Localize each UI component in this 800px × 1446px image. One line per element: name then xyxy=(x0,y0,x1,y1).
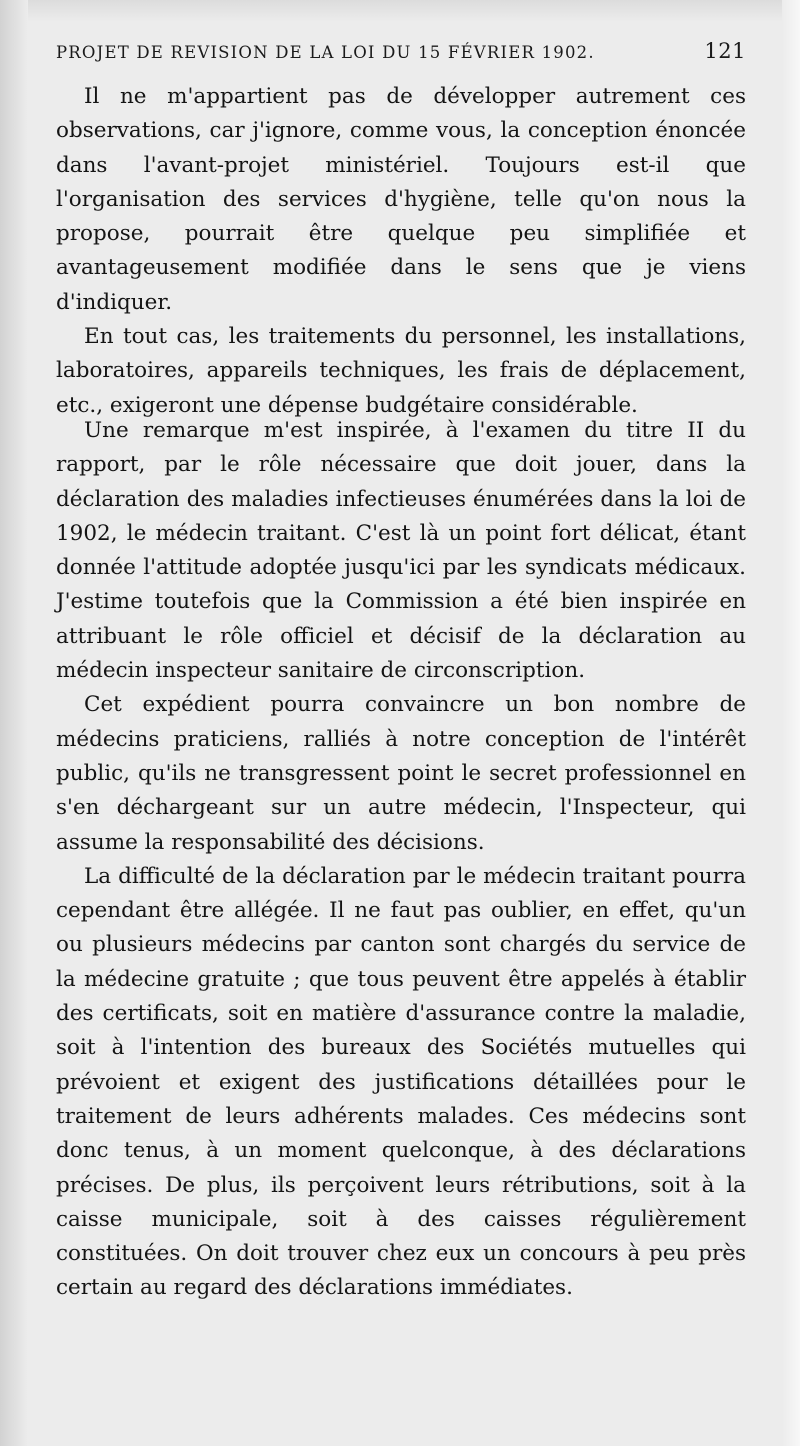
paragraph: En tout cas, les traitements du personnel, les installations, laboratoires, appareils techniques, les frais de déplacement, etc., exigeront une dépense budgétaire considérable. xyxy=(56,324,746,418)
body-section-2 xyxy=(56,414,746,1306)
body-section-1 xyxy=(56,80,746,423)
paragraph: La difficulté de la déclaration par le médecin traitant pourra cependant être allégée. Il ne faut pas oublier, en effet, qu'un ou plusieurs médecins par canton sont chargés du service de la médecine gratuite ; que tous peuvent être appelés à établir des certificats, soit en matière d'assurance contre la maladie, soit à l'intention des bureaux des Sociétés mutuelles qui prévoient et exigent des justifications détaillées pour le traitement de leurs adhérents malades. Ces médecins sont donc tenus, à un moment quelconque, à des déclarations précises. De plus, ils perçoivent leurs rétributions, soit à la caisse municipale, soit à des caisses régulièrement constituées. On doit trouver chez eux un concours à peu près certain au regard des déclarations immédiates. xyxy=(56,863,746,1301)
page-binding-shadow xyxy=(0,0,28,1446)
paragraph: Une remarque m'est inspirée, à l'examen du titre II du rapport, par le rôle nécessaire que doit jouer, dans la déclaration des maladies infectieuses énumérées dans la loi de 1902, le médecin traitant. C'est là un point fort délicat, étant donnée l'attitude adoptée jusqu'ici par les syndicats médicaux. J'estime toutefois que la Commission a été bien inspirée en attribuant le rôle officiel et décisif de la déclaration au médecin inspecteur sanitaire de circonscription. xyxy=(56,418,746,684)
page-header xyxy=(56,39,746,73)
page-top-shadow xyxy=(0,0,800,22)
running-title: PROJET DE REVISION DE LA LOI DU 15 FÉVRIER 1902. xyxy=(56,43,595,62)
paragraph: Il ne m'appartient pas de développer autrement ces observations, car j'ignore, comme vous, la conception énoncée dans l'avant-projet ministériel. Toujours est-il que l'organisation des services d'hygiène, telle qu'on nous la propose, pourrait être quelque peu simplifiée et avantageusement modifiée dans le sens que je viens d'indiquer. xyxy=(56,84,746,315)
page-number: 121 xyxy=(704,39,746,63)
paragraph: Cet expédient pourra convaincre un bon nombre de médecins praticiens, ralliés à notre conception de l'intérêt public, qu'ils ne transgressent point le secret professionnel en s'en déchargeant sur un autre médecin, l'Inspecteur, qui assume la responsabilité des décisions. xyxy=(56,692,746,855)
page-right-edge xyxy=(782,0,800,1446)
